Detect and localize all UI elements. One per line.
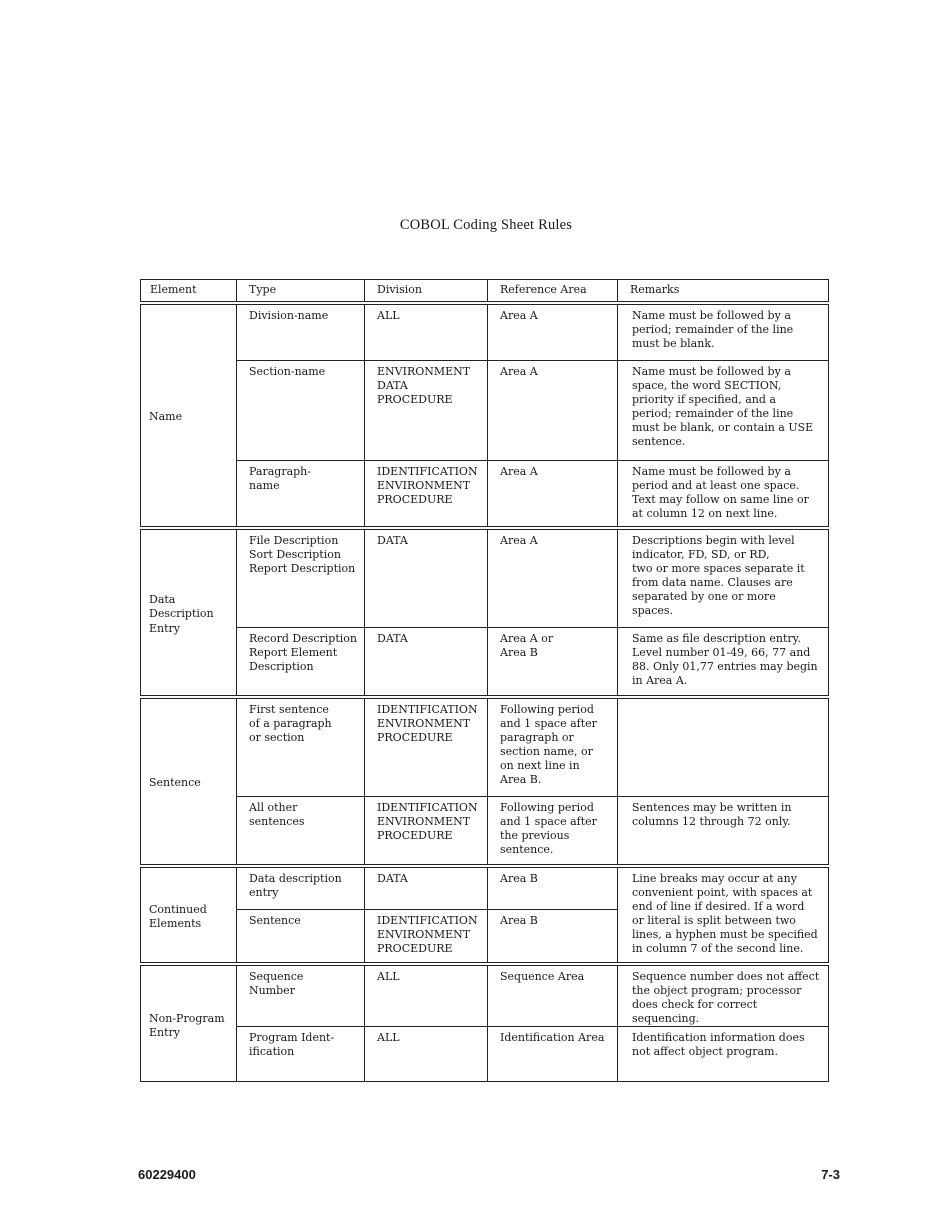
reference-area-cell: Area B [488,909,618,964]
header-reference-area: Reference Area [488,280,618,304]
table-row [141,303,829,360]
page-number: 7-3 [821,1167,840,1182]
remarks-cell: Name must be followed by a space, the word SECTION, priority if specified, and a period; remainder of the line must be blank, or contain a USE sentence. [618,360,829,460]
header-type: Type [237,280,365,304]
type-cell: Record Description Report Element Description [237,627,365,697]
division-cell: ENVIRONMENT DATA PROCEDURE [365,360,488,460]
table-row [141,528,829,627]
document-number: 60229400 [138,1167,196,1182]
remarks-cell [618,697,829,796]
type-cell: Sequence Number [237,964,365,1027]
table-row [141,627,829,697]
reference-area-cell: Following period and 1 space after paragraph or section name, or on next line in Area B. [488,697,618,796]
type-cell: Paragraph- name [237,460,365,528]
remarks-cell: Sentences may be written in columns 12 through 72 only. [618,796,829,866]
type-cell: Sentence [237,909,365,964]
remarks-cell: Descriptions begin with level indicator, FD, SD, or RD, two or more spaces separate it from data name. Clauses are separated by one or more spaces. [618,528,829,627]
element-cell: Name [141,303,237,528]
division-cell: ALL [365,964,488,1027]
division-cell: DATA [365,528,488,627]
header-division: Division [365,280,488,304]
division-cell: IDENTIFICATION ENVIRONMENT PROCEDURE [365,909,488,964]
element-cell: Non-Program Entry [141,964,237,1082]
reference-area-cell: Area B [488,866,618,909]
table-row [141,360,829,460]
reference-area-cell: Area A [488,303,618,360]
division-cell: IDENTIFICATION ENVIRONMENT PROCEDURE [365,796,488,866]
remarks-cell: Line breaks may occur at any convenient point, with spaces at end of line if desired. If a word or literal is split between two lines, a hyphen must be specified in column 7 of the second line. [618,866,829,964]
division-cell: IDENTIFICATION ENVIRONMENT PROCEDURE [365,460,488,528]
remarks-cell: Identification information does not affect object program. [618,1027,829,1082]
type-cell: File Description Sort Description Report Description [237,528,365,627]
type-cell: All other sentences [237,796,365,866]
element-cell: Continued Elements [141,866,237,964]
type-cell: Division-name [237,303,365,360]
element-cell: Data Description Entry [141,528,237,697]
type-cell: First sentence of a paragraph or section [237,697,365,796]
remarks-cell: Sequence number does not affect the object program; processor does check for correct sequencing. [618,964,829,1027]
reference-area-cell: Area A [488,528,618,627]
coding-rules-table [140,279,829,1082]
division-cell: IDENTIFICATION ENVIRONMENT PROCEDURE [365,697,488,796]
table-row [141,964,829,1027]
element-cell: Sentence [141,697,237,866]
division-cell: DATA [365,866,488,909]
reference-area-cell: Following period and 1 space after the previous sentence. [488,796,618,866]
reference-area-cell: Area A [488,360,618,460]
table-row [141,460,829,528]
table-row [141,796,829,866]
page-title: COBOL Coding Sheet Rules [399,217,573,233]
type-cell: Program Ident- ification [237,1027,365,1082]
division-cell: DATA [365,627,488,697]
header-remarks: Remarks [618,280,829,304]
reference-area-cell: Area A [488,460,618,528]
division-cell: ALL [365,1027,488,1082]
remarks-cell: Same as file description entry. Level number 01-49, 66, 77 and 88. Only 01,77 entries may begin in Area A. [618,627,829,697]
table-row [141,866,829,909]
table-row [141,1027,829,1082]
table-header-row [141,280,829,304]
reference-area-cell: Identification Area [488,1027,618,1082]
type-cell: Data description entry [237,866,365,909]
reference-area-cell: Area A or Area B [488,627,618,697]
type-cell: Section-name [237,360,365,460]
remarks-cell: Name must be followed by a period; remainder of the line must be blank. [618,303,829,360]
table-row [141,697,829,796]
remarks-cell: Name must be followed by a period and at least one space. Text may follow on same line or at column 12 on next line. [618,460,829,528]
division-cell: ALL [365,303,488,360]
header-element: Element [141,280,237,304]
reference-area-cell: Sequence Area [488,964,618,1027]
